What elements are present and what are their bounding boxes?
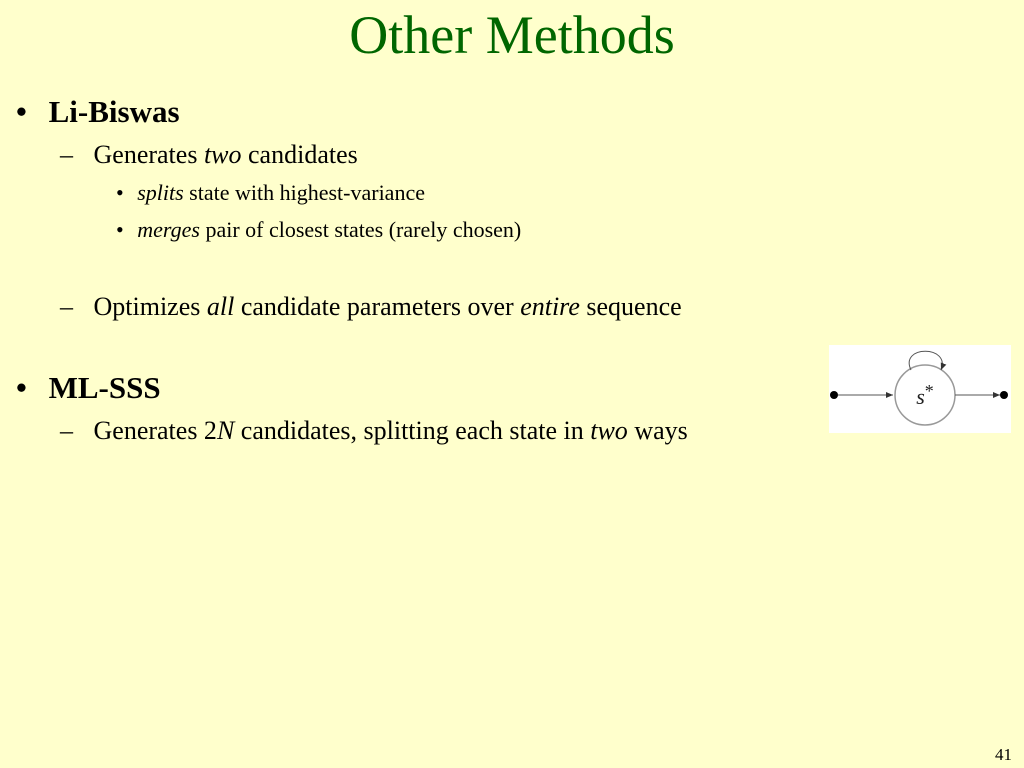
subsub-bullet-splits	[116, 180, 425, 206]
emphasis: entire	[520, 292, 580, 321]
subsub-bullet-merges	[116, 217, 521, 243]
bullet-li-biswas	[16, 94, 180, 130]
dash-icon: –	[60, 416, 73, 445]
text: sequence	[579, 292, 682, 321]
text: candidates, splitting each state in	[234, 416, 591, 445]
page-number: 41	[995, 745, 1012, 764]
text: candidates	[241, 140, 358, 169]
state-diagram-figure	[829, 345, 1011, 433]
sub-bullet-optimizes	[60, 292, 682, 322]
state-diagram	[829, 345, 1011, 433]
text: candidate parameters over	[234, 292, 521, 321]
bullet-ml-sss	[16, 370, 161, 406]
sub-bullet-generates-two	[60, 140, 358, 170]
sub-bullet-generates-2n	[60, 416, 688, 446]
text: pair of closest states (rarely chosen)	[199, 217, 522, 242]
dash-icon: –	[60, 140, 73, 169]
emphasis: two	[590, 416, 628, 445]
bullet-heading: ML-SSS	[48, 370, 161, 405]
bullet-icon: •	[16, 370, 27, 405]
end-node	[1000, 391, 1008, 399]
bullet-icon: •	[116, 217, 124, 242]
slide-title: Other Methods	[349, 5, 675, 65]
text: Generates 2	[93, 416, 217, 445]
text: ways	[627, 416, 688, 445]
emphasis: two	[203, 140, 242, 169]
text: Generates	[93, 140, 204, 169]
emphasis: merges	[137, 217, 200, 242]
bullet-icon: •	[116, 180, 124, 205]
emphasis: splits	[137, 180, 184, 205]
text: Optimizes	[93, 292, 207, 321]
bullet-heading: Li-Biswas	[48, 94, 180, 129]
emphasis: all	[206, 292, 235, 321]
emphasis: N	[216, 416, 235, 445]
text: state with highest-variance	[183, 180, 425, 205]
dash-icon: –	[60, 292, 73, 321]
state-label: s*	[916, 381, 934, 409]
start-node	[830, 391, 838, 399]
bullet-icon: •	[16, 94, 27, 129]
